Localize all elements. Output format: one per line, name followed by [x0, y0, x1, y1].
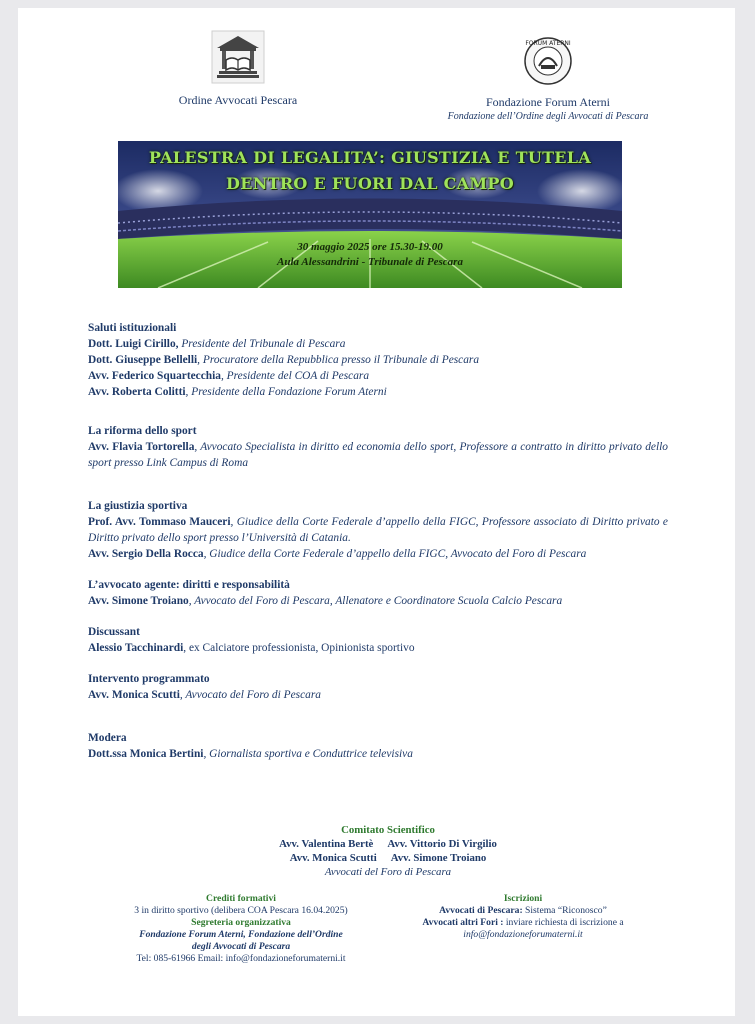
speaker-role: , Giudice della Corte Federale d’appello della FIGC, Avvocato del Foro di Pescara: [203, 548, 587, 560]
section-title: La giustizia sportiva: [88, 500, 188, 512]
crediti-title: Crediti formativi: [206, 893, 276, 904]
speaker-name: Dott. Giuseppe Bellelli: [88, 354, 198, 366]
speaker-role: , Presidente del COA di Pescara: [220, 370, 370, 382]
comitato-row: [208, 837, 568, 851]
section-title: Modera: [88, 732, 127, 744]
comitato-title: Comitato Scientifico: [341, 824, 435, 836]
speaker-name: Avv. Federico Squartecchia: [88, 370, 221, 382]
document-page: [18, 8, 735, 1016]
event-date: 30 maggio 2025 ore 15.30-19.00: [297, 241, 443, 253]
section-title: Intervento programmato: [88, 673, 210, 685]
comitato-member: Avv. Valentina Bertè: [279, 838, 374, 850]
speaker-line: [88, 593, 668, 609]
comitato-member: Avv. Simone Troiano: [390, 852, 487, 864]
speaker-role: , Avvocato del Foro di Pescara: [179, 689, 321, 701]
section-agente: [88, 577, 668, 609]
comitato-member: Avv. Vittorio Di Virgilio: [387, 838, 497, 850]
speaker-name: Alessio Tacchinardi: [88, 642, 184, 654]
comitato-row: [208, 851, 568, 865]
speaker-line: [88, 746, 668, 762]
speaker-role: , Avvocato del Foro di Pescara, Allenatore e Coordinatore Scuola Calcio Pescara: [188, 595, 563, 607]
segreteria-line: Fondazione Forum Aterni, Fondazione dell’Ordine: [139, 929, 343, 940]
event-title-line1: PALESTRA DI LEGALITA’: GIUSTIZIA E TUTELA: [148, 148, 592, 167]
speaker-role: , Giudice della Corte Federale d’appello della FIGC, Professore associato di Diritto privato e Diritto privato dello sport presso l’Università di Catania.: [88, 516, 668, 544]
speaker-name: Avv. Simone Troiano: [88, 595, 189, 607]
speaker-name: Avv. Sergio Della Rocca: [88, 548, 204, 560]
ordine-avvocati-header: [138, 30, 338, 108]
segreteria-line: degli Avvocati di Pescara: [191, 941, 291, 952]
speaker-line: [88, 439, 668, 471]
speaker-role: , Presidente della Fondazione Forum Aterni: [185, 386, 387, 398]
iscrizioni-text: inviare richiesta di iscrizione a: [503, 917, 624, 928]
forum-aterni-name: Fondazione Forum Aterni: [486, 95, 610, 109]
section-giustizia: [88, 498, 668, 562]
iscrizioni-line: [388, 917, 658, 929]
speaker-line: [88, 336, 668, 352]
program: [88, 320, 668, 762]
event-title-line2: DENTRO E FUORI DAL CAMPO: [226, 174, 514, 193]
section-modera: [88, 730, 668, 762]
ordine-avvocati-name: Ordine Avvocati Pescara: [178, 93, 298, 107]
comitato-note: Avvocati del Foro di Pescara: [324, 866, 452, 878]
speaker-name: Avv. Roberta Colitti: [88, 386, 186, 398]
crediti-segreteria: [96, 893, 386, 965]
section-title: Discussant: [88, 626, 140, 638]
forum-aterni-subtitle: Fondazione dell’Ordine degli Avvocati di Pescara: [447, 111, 649, 122]
iscrizioni-text: Sistema “Riconosco”: [522, 905, 607, 916]
section-title: L’avvocato agente: diritti e responsabilità: [88, 579, 290, 591]
iscrizioni: [388, 893, 658, 941]
speaker-role: , Avvocato Specialista in diritto ed economia dello sport, Professore a contratto in diritto privato dello sport presso Link Campus di Roma: [88, 441, 668, 469]
comitato-member: Avv. Monica Scutti: [289, 852, 377, 864]
speaker-name: Avv. Flavia Tortorella: [88, 441, 195, 453]
speaker-line: [88, 368, 668, 384]
speaker-name: Avv. Monica Scutti: [88, 689, 180, 701]
section-riforma: [88, 423, 668, 471]
courthouse-book-logo-icon: [211, 30, 265, 84]
speaker-line: [88, 384, 668, 400]
event-banner: [118, 141, 622, 288]
speaker-line: [88, 546, 668, 562]
iscrizioni-label: Avvocati altri Fori :: [422, 917, 504, 928]
speaker-name: Prof. Avv. Tommaso Mauceri: [88, 516, 231, 528]
section-title: La riforma dello sport: [88, 425, 197, 437]
forum-aterni-seal-icon: [523, 36, 573, 86]
speaker-line: [88, 640, 668, 656]
iscrizioni-email: info@fondazioneforumaterni.it: [463, 929, 583, 940]
iscrizioni-title: Iscrizioni: [503, 893, 543, 904]
section-title: Saluti istituzionali: [88, 322, 177, 334]
segreteria-title: Segreteria organizzativa: [191, 917, 291, 928]
speaker-role: , ex Calciatore professionista, Opinionista sportivo: [183, 642, 415, 654]
iscrizioni-label: Avvocati di Pescara:: [439, 905, 523, 916]
crediti-text: 3 in diritto sportivo (delibera COA Pescara 16.04.2025): [134, 905, 348, 916]
speaker-role: , Giornalista sportiva e Conduttrice televisiva: [203, 748, 413, 760]
iscrizioni-line: [388, 905, 658, 917]
section-saluti: [88, 320, 668, 400]
contacts: Tel: 085-61966 Email: info@fondazioneforumaterni.it: [136, 953, 346, 964]
event-place: Aula Alessandrini - Tribunale di Pescara: [277, 256, 463, 268]
speaker-role: Presidente del Tribunale di Pescara: [178, 338, 346, 350]
speaker-line: [88, 352, 668, 368]
comitato-scientifico: [208, 823, 568, 879]
speaker-name: Dott.ssa Monica Bertini: [88, 748, 204, 760]
section-discussant: [88, 624, 668, 656]
speaker-line: [88, 687, 668, 703]
seal-text: FORUM ATERNI: [525, 40, 571, 47]
section-intervento: [88, 671, 668, 703]
speaker-name: Dott. Luigi Cirillo,: [88, 338, 179, 350]
forum-aterni-header: [408, 36, 688, 122]
speaker-role: , Procuratore della Repubblica presso il Tribunale di Pescara: [197, 354, 480, 366]
speaker-line: [88, 514, 668, 546]
